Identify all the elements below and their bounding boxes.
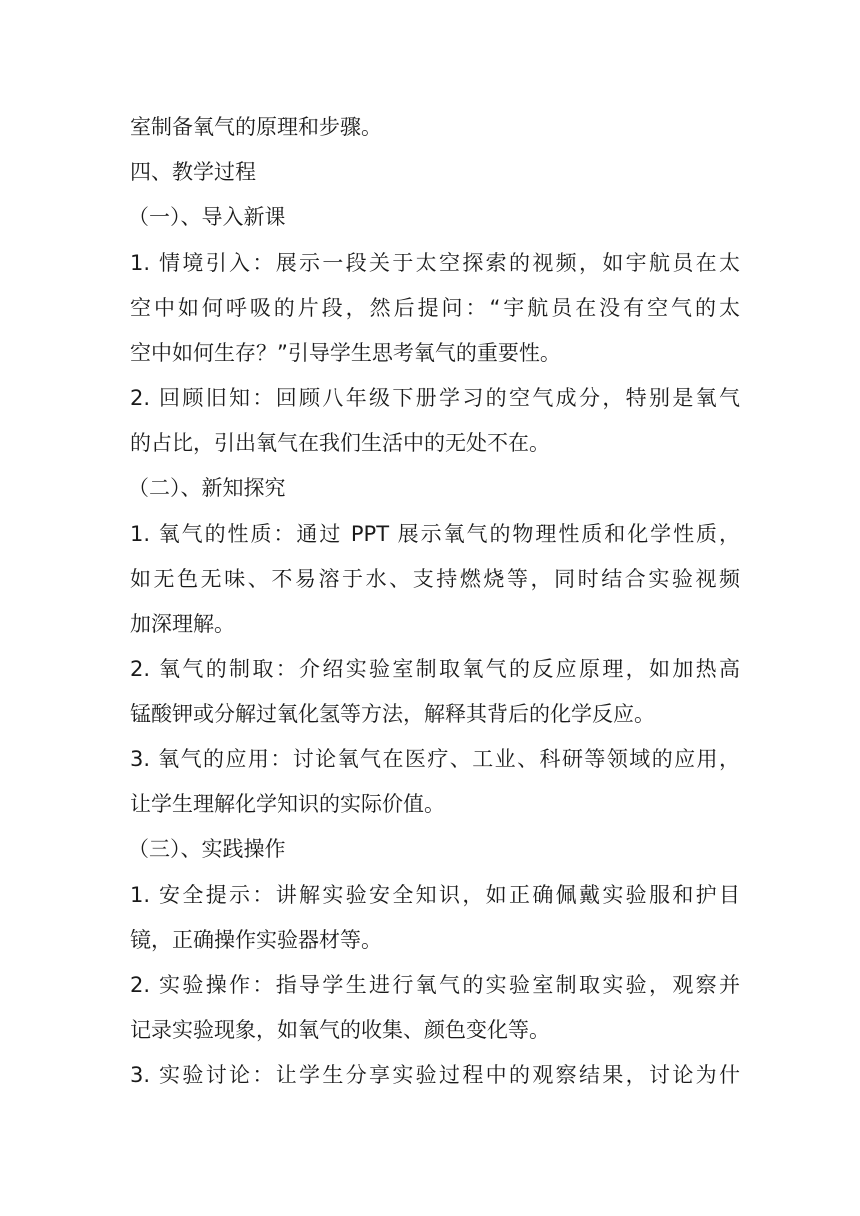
- text-line: 镜，正确操作实验器材等。: [130, 928, 382, 952]
- text-line: 2. 回顾旧知：回顾八年级下册学习的空气成分，特别是氧气: [130, 386, 740, 410]
- subsection-heading: （一）、导入新课: [128, 205, 286, 229]
- text-line: 1. 氧气的性质：通过 PPT 展示氧气的物理性质和化学性质，: [130, 522, 740, 546]
- text-line: 3. 氧气的应用：讨论氧气在医疗、工业、科研等领域的应用，: [130, 747, 740, 771]
- section-heading: 四、教学过程: [130, 160, 256, 184]
- text-line: 空中如何生存？”引导学生思考氧气的重要性。: [130, 341, 561, 365]
- text-line: 记录实验现象，如氧气的收集、颜色变化等。: [130, 1018, 550, 1042]
- text-line: 如无色无味、不易溶于水、支持燃烧等，同时结合实验视频: [130, 567, 740, 591]
- text-line: 3. 实验讨论：让学生分享实验过程中的观察结果，讨论为什: [130, 1063, 740, 1087]
- text-line: 1. 安全提示：讲解实验安全知识，如正确佩戴实验服和护目: [130, 883, 740, 907]
- text-line: 让学生理解化学知识的实际价值。: [130, 792, 445, 816]
- text-line: 2. 氧气的制取：介绍实验室制取氧气的反应原理，如加热高: [130, 657, 740, 681]
- text-line: 锰酸钾或分解过氧化氢等方法，解释其背后的化学反应。: [130, 702, 655, 726]
- text-line: 空中如何呼吸的片段，然后提问：“宇航员在没有空气的太: [130, 296, 740, 320]
- text-line: 的占比，引出氧气在我们生活中的无处不在。: [130, 431, 550, 455]
- text-line: 室制备氧气的原理和步骤。: [130, 115, 382, 139]
- subsection-heading: （二）、新知探究: [128, 476, 286, 500]
- text-line: 加深理解。: [130, 612, 235, 636]
- text-line: 1. 情境引入：展示一段关于太空探索的视频，如宇航员在太: [130, 251, 740, 275]
- text-line: 2. 实验操作：指导学生进行氧气的实验室制取实验，观察并: [130, 973, 740, 997]
- subsection-heading: （三）、实践操作: [128, 837, 286, 861]
